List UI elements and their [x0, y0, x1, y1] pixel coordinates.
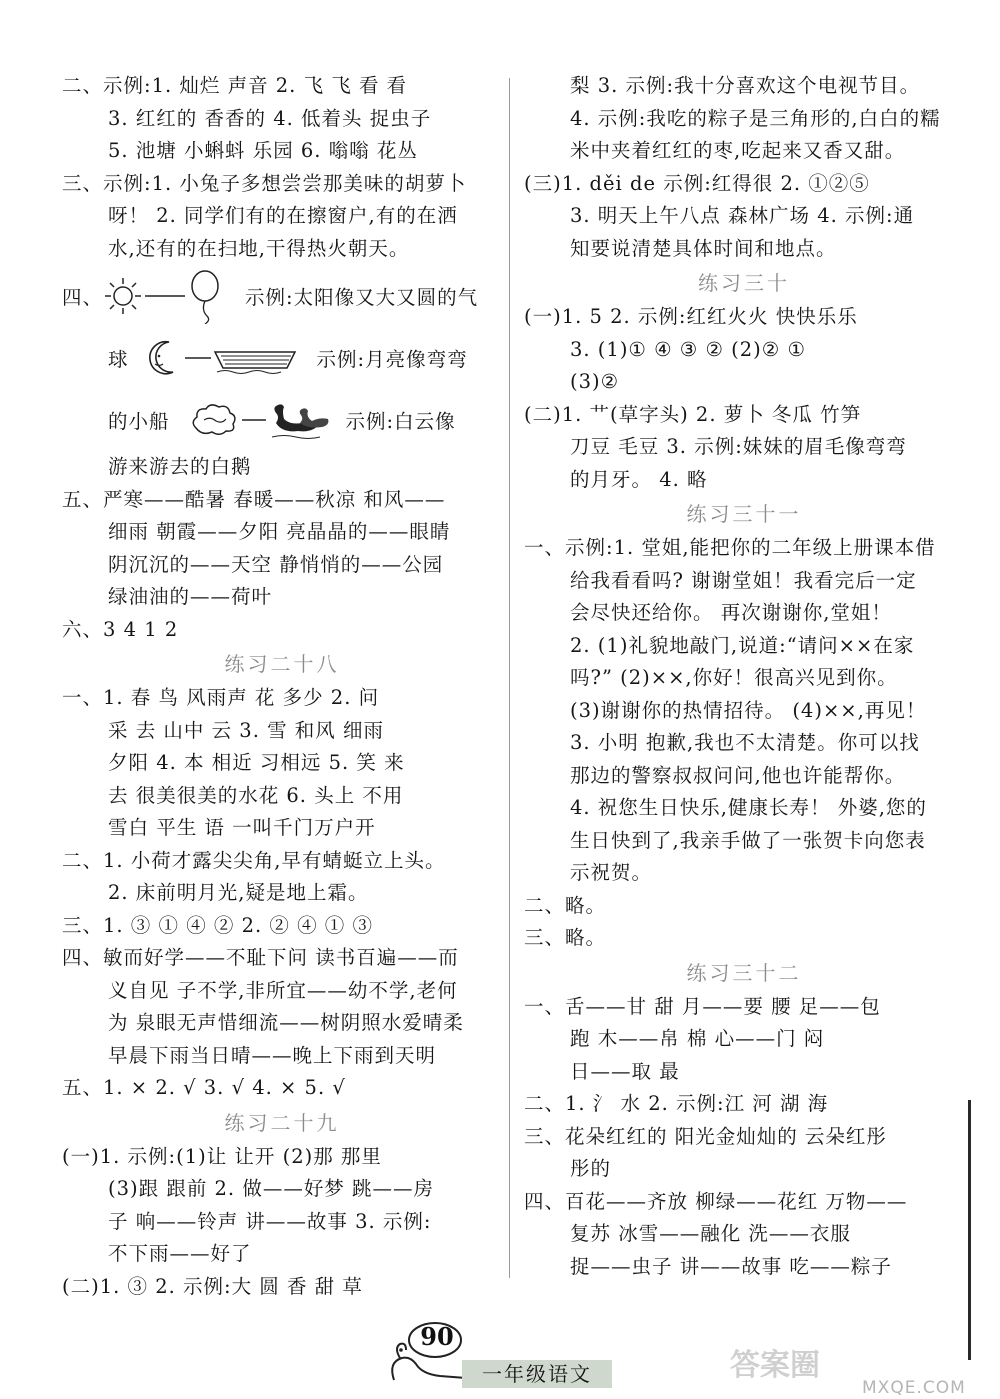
answer-line: 四、百花——齐放 柳绿——花红 万物——	[524, 1189, 908, 1213]
answer-line: 二、1. 氵 水 2. 示例:江 河 湖 海	[524, 1092, 829, 1115]
answer-line: 彤的	[570, 1157, 612, 1180]
goose-icon	[268, 399, 332, 441]
cloud-icon	[188, 400, 240, 440]
section-heading: 练习三十	[698, 271, 790, 295]
answer-line: 日——取 最	[570, 1059, 680, 1083]
answer-line: 子 响——铃声 讲——故事 3. 示例:	[108, 1209, 432, 1233]
picture-row-sun-balloon	[62, 265, 502, 327]
picture-row-cloud-goose	[62, 389, 502, 451]
page-edge-mark	[968, 1100, 971, 1360]
answer-line: 3. (1)① ④ ③ ② (2)② ①	[570, 337, 806, 361]
picture-row-2-prefix: 球	[108, 348, 129, 371]
answer-line: 绿油油的——荷叶	[108, 585, 273, 608]
answer-line: 4. 示例:我吃的粽子是三角形的,白白的糯	[570, 106, 941, 130]
balloon-icon	[187, 268, 223, 324]
answer-line: (3)谢谢你的热情招待。 (4)××,再见！	[570, 698, 927, 722]
picture-row-2-text: 示例:月亮像弯弯	[316, 348, 468, 371]
answer-line: 的月牙。 4. 略	[570, 467, 708, 491]
answer-line: 一、1. 春 鸟 风雨声 花 多少 2. 问	[62, 686, 380, 709]
answer-line: 呀！ 2. 同学们有的在擦窗户,有的在洒	[108, 204, 458, 227]
answer-line: 义自见 子不学,非所宜——幼不学,老何	[108, 978, 458, 1002]
watermark-url: MXQE.COM	[862, 1378, 966, 1398]
answer-line: 三、1. ③ ① ④ ② 2. ② ④ ① ③	[62, 913, 373, 937]
answer-line: 生日快到了,我亲手做了一张贺卡向您表	[570, 828, 926, 852]
answer-line: 五、1. × 2. √ 3. √ 4. × 5. √	[62, 1076, 346, 1099]
section-heading: 练习二十八	[224, 652, 340, 676]
answer-line: 不下雨——好了	[108, 1242, 252, 1265]
answer-line: 刀豆 毛豆 3. 示例:妹妹的眉毛像弯弯	[570, 435, 907, 458]
answer-line: 跑 木——帛 棉 心——门 闷	[570, 1027, 825, 1050]
answer-line: (二)1. 艹(草字头) 2. 萝卜 冬瓜 竹笋	[524, 402, 862, 426]
answer-line: 那边的警察叔叔问问,他也许能帮你。	[570, 763, 906, 787]
picture-row-3-text: 示例:白云像	[345, 410, 456, 433]
answer-line: 给我看看吗? 谢谢堂姐！我看完后一定	[570, 568, 917, 592]
answer-line: (3)跟 跟前 2. 做——好梦 跳——房	[108, 1177, 435, 1200]
left-column	[62, 70, 502, 1303]
answer-line: 细雨 朝霞——夕阳 亮晶晶的——眼睛	[108, 520, 451, 543]
answer-line: 雪白 平生 语 一叫千门万户开	[108, 816, 376, 839]
answer-line: 为 泉眼无声惜细流——树阴照水爱晴柔	[108, 1011, 464, 1034]
answer-line: (一)1. 5 2. 示例:红红火火 快快乐乐	[524, 305, 858, 328]
answer-line: 去 很美很美的水花 6. 头上 不用	[108, 783, 404, 807]
answer-line: 3. 红红的 香香的 4. 低着头 捉虫子	[108, 106, 432, 130]
answer-line: 4. 祝您生日快乐,健康长寿！ 外婆,您的	[570, 796, 927, 819]
section-heading: 练习三十二	[686, 960, 802, 985]
answer-line: 夕阳 4. 本 相近 习相远 5. 笑 来	[108, 751, 405, 774]
answer-line: 三、示例:1. 小兔子多想尝尝那美味的胡萝卜	[62, 171, 467, 195]
connect-line	[143, 286, 187, 306]
answer-line: 示祝贺。	[570, 861, 653, 884]
answer-line: 2. 床前明月光,疑是地上霜。	[108, 881, 369, 904]
answer-line: 5. 池塘 小蝌蚪 乐园 6. 嗡嗡 花丛	[108, 139, 418, 162]
answer-line: (一)1. 示例:(1)让 让开 (2)那 那里	[62, 1144, 382, 1168]
moon-icon	[143, 338, 183, 378]
answer-line: (二)1. ③ 2. 示例:大 圆 香 甜 草	[62, 1274, 363, 1298]
boat-icon	[213, 342, 297, 374]
section-four-label: 四、	[62, 286, 104, 309]
section-heading: 练习二十九	[224, 1110, 340, 1135]
page-number: 90	[420, 1322, 454, 1351]
answer-line: 五、严寒——酷暑 春暖——秋凉 和风——	[62, 487, 446, 511]
answer-line: 米中夹着红红的枣,吃起来又香又甜。	[570, 139, 906, 162]
answer-line: 复苏 冰雪——融化 洗——衣服	[570, 1222, 851, 1245]
answer-line: 二、1. 小荷才露尖尖角,早有蜻蜓立上头。	[62, 848, 446, 872]
answer-line: 3. 小明 抱歉,我也不太清楚。你可以找	[570, 731, 920, 754]
answer-line: 二、略。	[524, 893, 607, 917]
answer-line: 四、敏而好学——不耻下问 读书百遍——而	[62, 946, 459, 969]
answer-line: 会尽快还给你。 再次谢谢你,堂姐！	[570, 601, 892, 624]
watermark-logo: 答案圈	[730, 1348, 820, 1383]
book-title: 一年级语文	[462, 1360, 612, 1388]
answer-line: (三)1. děi de 示例:红得很 2. ①②⑤	[524, 171, 870, 195]
answer-line: 水,还有的在扫地,干得热火朝天。	[108, 236, 410, 260]
answer-line: 3. 明天上午八点 森林广场 4. 示例:通	[570, 204, 915, 227]
answer-line: 捉——虫子 讲——故事 吃——粽子	[570, 1254, 892, 1278]
connect-line	[240, 410, 268, 430]
picture-row-moon-boat	[62, 327, 502, 389]
answer-line: 一、示例:1. 堂姐,能把你的二年级上册课本借	[524, 536, 936, 559]
answer-line: 三、略。	[524, 926, 607, 949]
answer-line: 阴沉沉的——天空 静悄悄的——公园	[108, 552, 444, 576]
answer-line: 梨 3. 示例:我十分喜欢这个电视节目。	[570, 74, 921, 97]
picture-row-3-prefix: 的小船	[108, 410, 170, 433]
right-answers	[524, 70, 964, 1283]
connect-line	[183, 348, 213, 368]
right-column	[524, 70, 964, 1283]
picture-row-4-text: 游来游去的白鹅	[108, 455, 252, 478]
answer-line: 采 去 山中 云 3. 雪 和风 细雨	[108, 718, 384, 742]
answer-line: 知要说清楚具体时间和地点。	[570, 236, 837, 260]
answer-line: 早晨下雨当日晴——晚上下雨到天明	[108, 1043, 437, 1067]
answer-line: (3)②	[570, 370, 620, 393]
answer-line: 一、舌——甘 甜 月——要 腰 足——包	[524, 994, 881, 1018]
answer-line: 三、花朵红红的 阳光金灿灿的 云朵红彤	[524, 1124, 887, 1148]
column-divider	[509, 78, 510, 1278]
answer-line: 2. (1)礼貌地敲门,说道:“请问××在家	[570, 633, 915, 657]
answer-line: 二、示例:1. 灿烂 声音 2. 飞 飞 看 看	[62, 74, 408, 97]
left-answers-bottom	[62, 484, 502, 1304]
picture-row-1-text: 示例:太阳像又大又圆的气	[245, 286, 479, 309]
section-heading: 练习三十一	[686, 502, 802, 526]
answer-line: 六、3 4 1 2	[62, 617, 179, 641]
answer-line: 吗?” (2)××,你好！很高兴见到你。	[570, 666, 898, 689]
left-answers-top	[62, 70, 502, 265]
sun-icon	[103, 276, 143, 316]
